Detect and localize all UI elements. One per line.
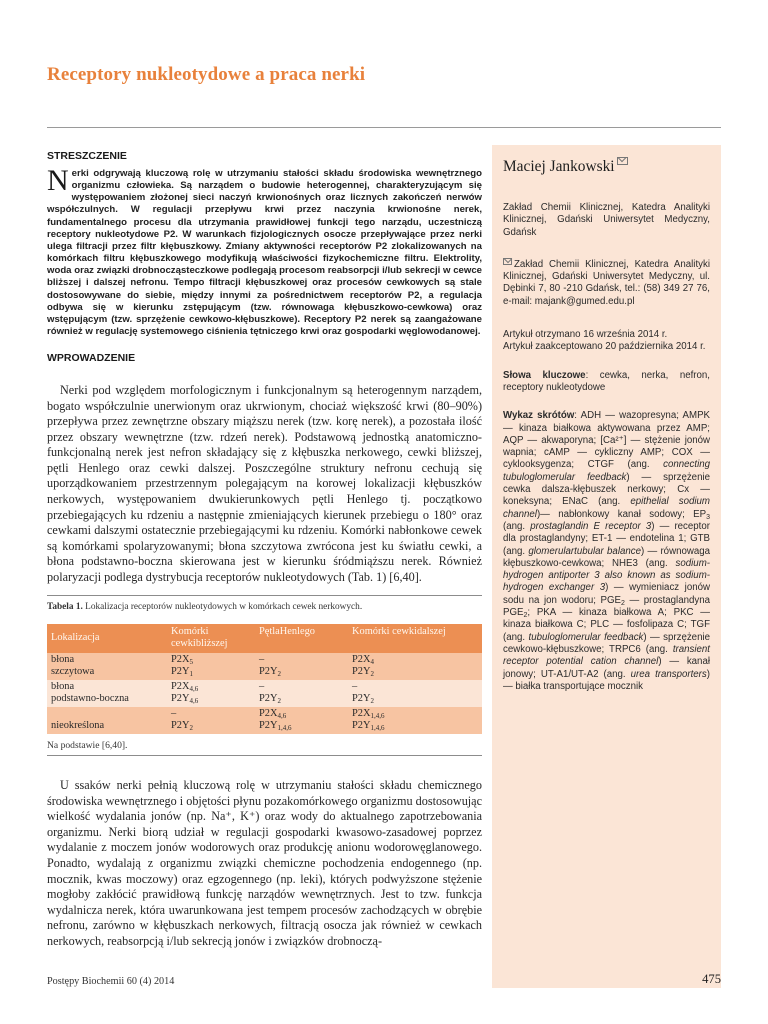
header-distal: Komórki cewkidalszej [348, 624, 482, 653]
receptor-label: $P2Y_1$ [171, 666, 193, 679]
receptor-label: $P2Y_2$ [259, 666, 281, 679]
article-dates [503, 329, 710, 354]
sidebar-panel [492, 145, 721, 988]
table-caption-label: Tabela 1. [47, 602, 83, 613]
cell-henle [255, 680, 348, 707]
table-row [47, 707, 482, 734]
keywords-label: Słowa kluczowe [503, 369, 586, 381]
cell-location: błona szczytowa [47, 653, 167, 680]
table-body [47, 653, 482, 734]
receptor-label: $P2X_{4,6}$ [259, 708, 287, 721]
cell-henle [255, 707, 348, 734]
cell-proximal [167, 680, 255, 707]
receptor-label: $P2Y_2$ [352, 666, 374, 679]
abstract-text [47, 164, 482, 338]
article-title: Receptory nukleotydowe a praca nerki [47, 64, 366, 85]
cell-proximal [167, 653, 255, 680]
cell-location: nieokreślona [47, 707, 167, 734]
table-header-row [47, 624, 482, 653]
cell-distal [348, 653, 482, 680]
table-caption [47, 602, 482, 612]
cell-henle [255, 653, 348, 680]
accepted-date: Artykuł zaakceptowano 20 października 2014 r. [503, 341, 706, 353]
receptor-label: $P2Y_2$ [352, 693, 374, 706]
table-row [47, 680, 482, 707]
keywords [503, 370, 710, 395]
header-henle: PętlaHenlego [255, 624, 348, 653]
header-location: Lokalizacja [47, 624, 167, 653]
receptor-label: – [171, 708, 177, 720]
receptor-label: – [259, 681, 265, 693]
author-name: Maciej Jankowski [503, 158, 710, 176]
receptor-label: $P2X_5$ [171, 654, 193, 667]
receptor-label: $P2X_{4,6}$ [171, 681, 199, 694]
table-note: Na podstawie [6,40]. [47, 740, 482, 756]
page-number: 475 [702, 972, 721, 986]
header-proximal: Komórki cewkibliższej [167, 624, 255, 653]
receptor-table [47, 624, 482, 734]
table-caption-text: Lokalizacja receptorów nukleotydowych w komórkach cewek nerkowych. [82, 602, 363, 613]
abbreviations-label: Wykaz skrótów [503, 410, 575, 422]
receptor-label: $P2Y_2$ [171, 720, 193, 733]
title-divider [47, 127, 721, 128]
footer-journal: Postępy Biochemii 60 (4) 2014 [47, 976, 175, 987]
cell-distal [348, 680, 482, 707]
receptor-label: – [352, 681, 358, 693]
table-row [47, 653, 482, 680]
envelope-icon-small [503, 258, 512, 265]
affiliation: Zakład Chemii Klinicznej, Katedra Analityki Klinicznej, Gdański Uniwersytet Medyczny, Gdańsk [503, 202, 710, 238]
abbreviations [503, 410, 710, 693]
receptor-label: – [259, 654, 265, 666]
receptor-label: $P2Y_{1,4,6}$ [259, 720, 292, 733]
receptor-label: $P2Y_{4,6}$ [171, 693, 199, 706]
envelope-icon [617, 157, 628, 165]
main-column [47, 150, 482, 949]
cell-proximal [167, 707, 255, 734]
abstract-heading: STRESZCZENIE [47, 150, 127, 162]
cell-location: błona podstawno-boczna [47, 680, 167, 707]
table-1 [47, 595, 482, 756]
correspondence: Zakład Chemii Klinicznej, Katedra Analityki Klinicznej, Gdański Uniwersytet Medyczny, ul. Dębinki 7, 80 -210 Gdańsk, tel.: (58) 349 27 76, e-mail: majank@gumed.edu.pl [503, 258, 710, 307]
intro-paragraph-2: U ssaków nerki pełnią kluczową rolę w utrzymaniu stałości składu chemicznego środowiska wewnętrznego i objętości płynu pozakomórkowego organizmu dostosowując wielkość wydalania jonów (np. Na⁺, K⁺) oraz wody do aktualnego zapotrzebowania organizmu. Nerki biorą udział w regulacji gospodarki kwasowo-zasadowej poprzez wydalanie z moczem jonów wodorowych oraz produkcję anionu wodorowęglanowego. Ponadto, wydalają z organizmu związki chemiczne pochodzenia endogennego (np. mocznik, kwas moczowy) oraz egzogennego (np. leki), których podwyższone stężenie mogłoby zakłócić prawidłową funkcję narządów wewnętrznych. Jest to tzw. funkcja wydalnicza nerek, która uwarunkowana jest tempem procesów zachodzących w obrębie nefronu, zarówno w kłębuszkach nerkowych, filtracją osocza jak również w cewkach nerkowych, reabsorpcją i/lub sekrecją jonów i związków drobnoczą- [47, 778, 482, 948]
receptor-label: $P2X_{1,4,6}$ [352, 708, 385, 721]
abbreviations-text: : ADH — wazopresyna; AMPK — kinaza białkowa aktywowana przez AMP; AQP — akwaporyna; [Ca²⁺] — stężenie jonów wapnia; cAMP — cykliczny AMP; COX — cyklooksygenza; CTGF (ang. connecting tubuloglomerular feedback) — sprzężenie cewka dalsza-kłębuszek nerkowy; Cx — koneksyna; ENaC (ang. epithelial sodium channel)— nabłonkowy kanał sodowy; $EP_3$ (ang. prostaglandin E receptor 3) — receptor dla prostaglandyny; ET-1 — endotelina 1; GTB (ang. glomerulartubular balance) — równowaga kłębuszkowo-cewkowa; NHE3 (ang. sodium-hydrogen antiporter 3 also known as sodium-hydrogen exchanger 3) — wymieniacz jonów sodu na jon wodoru; $PGE_2$ — prostaglandyna $PGE_2$; PKA — kinaza białkowa A; PKC — kinaza białkowa C; PLC — fosfolipaza C; TGF (ang. tubuloglomerular feedback) — sprzężenie cewkowo-kłębuszkowe; TRPC6 (ang. transient receptor potential cation channel) — kanał jonowy; UT-A1/UT-A2 (ang. urea transporters) — białka transportujące mocznik [503, 410, 711, 692]
receptor-label: $P2Y_2$ [259, 693, 281, 706]
abstract-dropcap: N [47, 164, 69, 197]
receptor-label: $P2Y_{1,4,6}$ [352, 720, 385, 733]
intro-paragraph-1: Nerki pod względem morfologicznym i funkcjonalnym są heterogennym narządem, bogato współczulnie unerwionym oraz ukrwionym, chociaż większość krwi (80–90%) przepływa przez zewnętrzne obszary miąższu nerek (tzw. korę nerek), a pozostała ilość przez obszary wewnętrzne (tzw. rdzeń nerek). Podstawową jednostką anatomiczno-funkcjonalną nerek jest nefron składający się z kłębuszka nerkowego, cewki bliższej, pętli Henlego oraz cewki dalszej. Poszczególne struktury nefronu cechują się uporządkowaniem przestrzennym polegającym na korowej lokalizacji kłębuszków nerkowych, występowaniem dwukierunkowych pętli Henlego tj. początkowo przebiegających ku rdzeniu a następnie zmieniających kierunek przebiegu o 180° oraz cewkami dalszymi ostatecznie przebiegającymi ku rdzeniu. Komórki nabłonkowe cewek są komórkami spolaryzowanymi; błona szczytowa zwrócona jest ku światłu cewki, a błona podstawno-boczna skierowana jest w kierunku śródmiąższu nerek. Również polaryzacji podlega dystrybucja receptorów nukleotydowych (Tab. 1) [6,40]. [47, 383, 482, 584]
intro-heading: WPROWADZENIE [47, 352, 136, 365]
keywords-text: : cewka, nerka, nefron, receptory nukleotydowe [503, 369, 710, 393]
cell-distal [348, 707, 482, 734]
abstract-body: erki odgrywają kluczową rolę w utrzymaniu stałości składu środowiska wewnętrznego organizmu człowieka. Są narządem o budowie heterogennej, charakteryzującym się występowaniem złożonej sieci naczyń krwionośnych oraz licznych zakończeń nerwów współczulnych. W regulacji przepływu krwi przez naczynia krwionośne nerek, fundamentalnego procesu dla utrzymania prawidłowej funkcji tego narządu, uczestniczą receptory nukleotydowe P2. W warunkach fizjologicznych osocze przepływające przez nerki ulega filtracji przez filtr kłębuszkowy. Zmiany aktywności receptorów P2 zlokalizowanych na komórkach filtru kłębuszkowego modyfikują właściwości fizykochemiczne filtru. Elektrolity, woda oraz związki drobnocząsteczkowe podlegają procesom reabsorpcji i/lub sekrecji w cewce bliższej i dalszej nefronu. Tempo filtracji kłębuszkowej oraz procesów cewkowych są stale dostosowywane do siebie, między innymi za pośrednictwem receptorów P2, a regulacja odbywa się w kierunku zstępującym (tzw. równowaga kłębuszkowo-cewkowa) oraz wstępującym (tzw. sprzężenie cewkowo-kłębuszkowe). Receptory P2 nerek są zaangażowane również w regulację systemowego ciśnienia tętniczego krwi oraz gospodarki węglowodanowej. [47, 168, 482, 338]
received-date: Artykuł otrzymano 16 września 2014 r. [503, 329, 668, 341]
receptor-label: $P2X_4$ [352, 654, 374, 667]
